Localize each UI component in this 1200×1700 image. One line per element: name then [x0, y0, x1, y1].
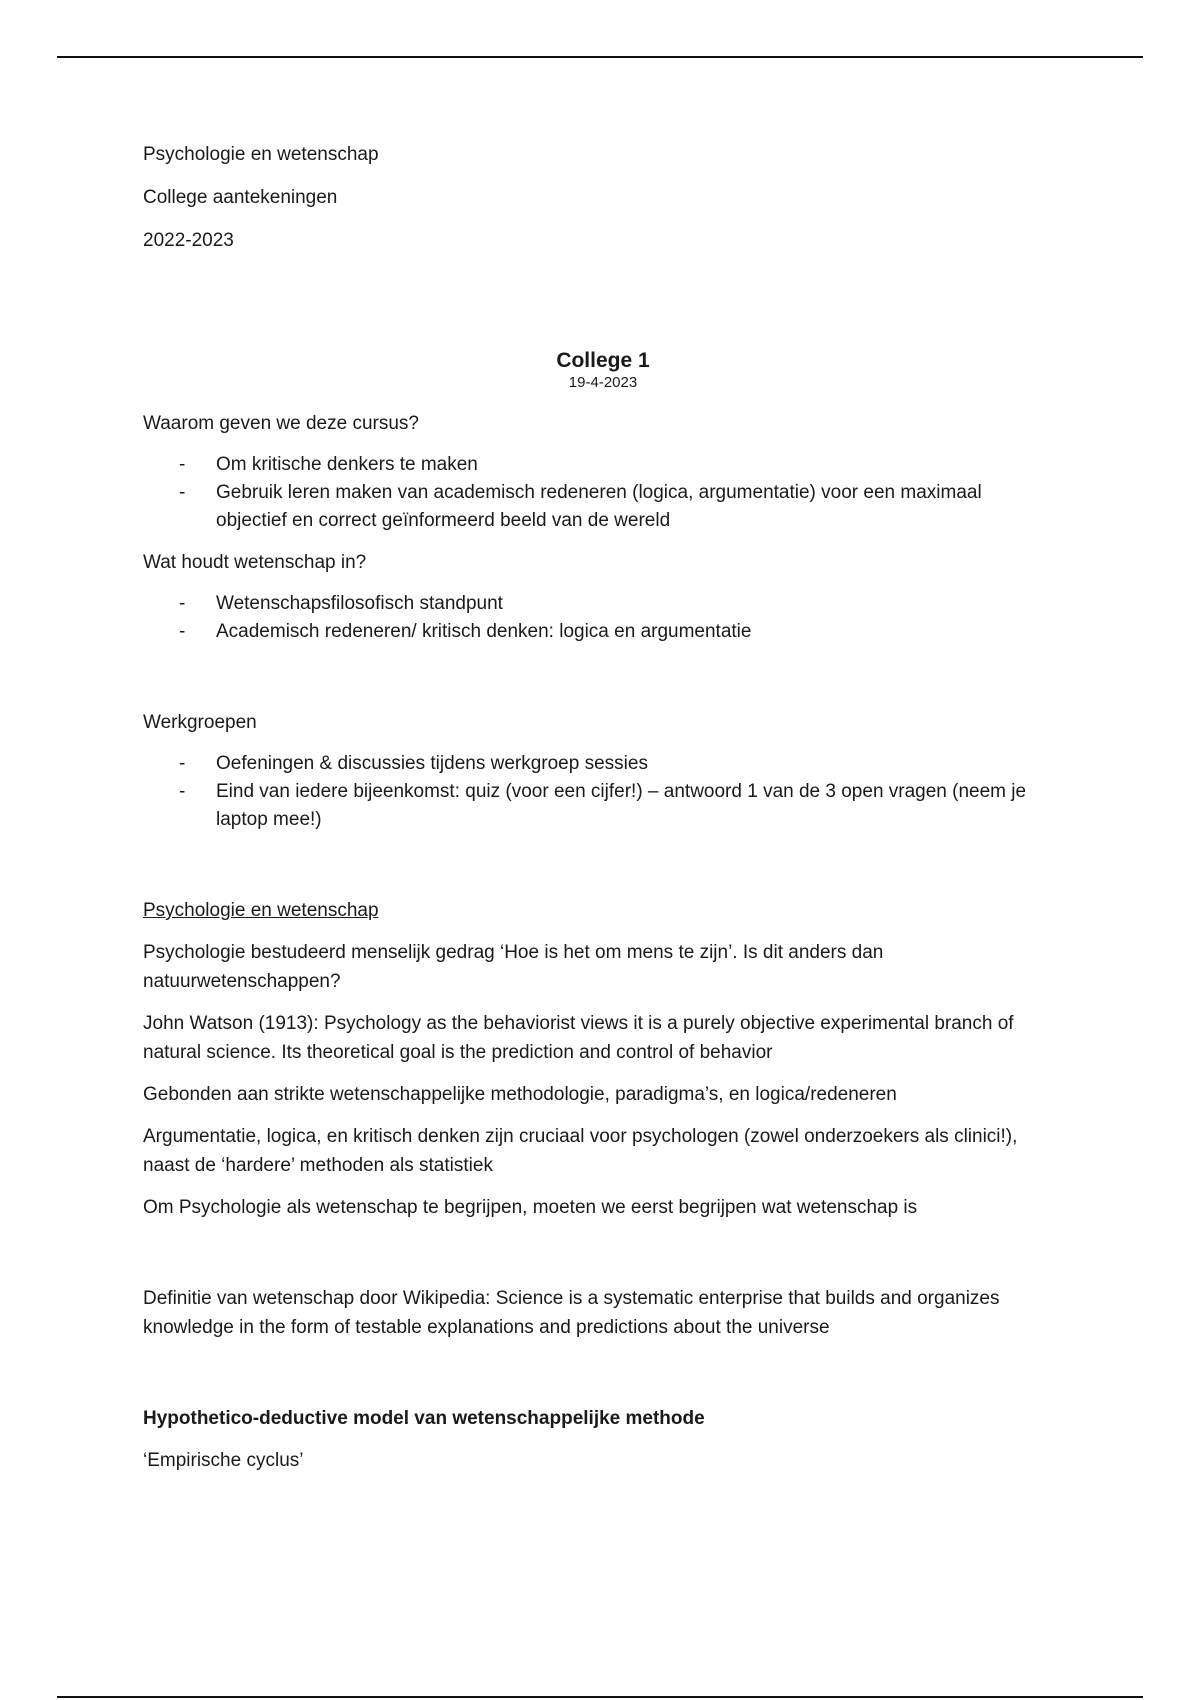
document-page: [143, 140, 1063, 1475]
list-item: - Oefeningen & discussies tijdens werkgroep sessies: [216, 750, 1056, 778]
list-item: - Academisch redeneren/ kritisch denken: logica en argumentatie: [216, 618, 1056, 646]
top-rule: [57, 56, 1143, 58]
academic-year: 2022-2023: [143, 230, 234, 251]
psych-science-heading: Psychologie en wetenschap: [143, 900, 379, 921]
what-science-question: Wat houdt wetenschap in?: [143, 552, 367, 573]
list-item: - Eind van iedere bijeenkomst: quiz (voor een cijfer!) – antwoord 1 van de 3 open vragen (neem je laptop mee!): [216, 778, 1056, 834]
psych-paragraph-1: Psychologie bestudeerd menselijk gedrag ‘Hoe is het om mens te zijn’. Is dit anders dan natuurwetenschappen?: [143, 942, 884, 992]
science-definition: Definitie van wetenschap door Wikipedia: Science is a systematic enterprise that builds and organizes knowledge in the form of testable explanations and predictions about the universe: [143, 1288, 1000, 1338]
college-date: 19-4-2023: [568, 374, 638, 391]
model-subtitle: ‘Empirische cyclus’: [143, 1450, 304, 1471]
what-science-list: [143, 590, 1063, 646]
list-item: - Om kritische denkers te maken: [216, 451, 1056, 479]
psych-paragraph-3: Gebonden aan strikte wetenschappelijke methodologie, paradigma’s, en logica/redeneren: [143, 1084, 897, 1105]
werkgroepen-heading: Werkgroepen: [143, 712, 257, 733]
psych-paragraph-4: Argumentatie, logica, en kritisch denken zijn cruciaal voor psychologen (zowel onderzoekers als clinici!), naast de ‘hardere’ methoden als statistiek: [143, 1126, 1018, 1176]
psych-paragraph-2: John Watson (1913): Psychology as the behaviorist views it is a purely objective experimental branch of natural science. Its theoretical goal is the prediction and control of behavior: [143, 1013, 1014, 1063]
list-item: - Wetenschapsfilosofisch standpunt: [216, 590, 1056, 618]
why-course-question: Waarom geven we deze cursus?: [143, 413, 419, 434]
bottom-rule: [57, 1696, 1143, 1698]
model-heading: Hypothetico-deductive model van wetenschappelijke methode: [143, 1408, 705, 1429]
psych-paragraph-5: Om Psychologie als wetenschap te begrijpen, moeten we eerst begrijpen wat wetenschap is: [143, 1197, 918, 1218]
why-course-list: [143, 451, 1063, 535]
college-title: College 1: [556, 349, 650, 372]
werkgroepen-list: [143, 750, 1063, 834]
doc-type: College aantekeningen: [143, 187, 338, 208]
course-title: Psychologie en wetenschap: [143, 144, 379, 165]
list-item: - Gebruik leren maken van academisch redeneren (logica, argumentatie) voor een maximaal objectief en correct geïnformeerd beeld van de wereld: [216, 479, 1056, 535]
college-heading: [143, 348, 1063, 393]
